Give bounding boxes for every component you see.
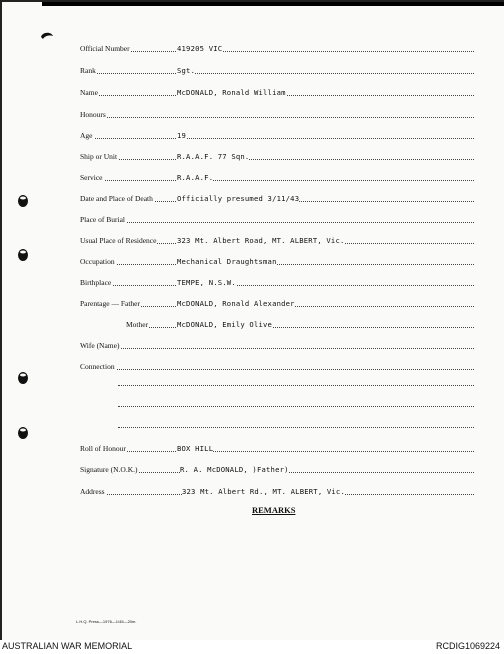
father-row [80,295,474,309]
dotted-line [80,138,474,139]
father-value: McDONALD, Ronald Alexander [177,299,295,308]
dotted-line [80,285,474,286]
dotted-line [80,369,474,370]
mother-label: Mother [126,320,149,329]
ship-unit-row [80,148,474,162]
wife-row [80,337,474,351]
punch-hole-icon [39,30,53,42]
occupation-label: Occupation [80,257,115,266]
dotted-line [80,222,474,223]
residence-row [80,232,474,246]
dotted-line [80,51,474,52]
remarks-heading: REMARKS [252,505,296,515]
connection-blank-line [118,385,474,386]
dotted-line [80,117,474,118]
footer-record-id: RCDIG1069224 [435,641,500,651]
dotted-line [80,180,474,181]
honours-label: Honours [80,110,106,119]
death-value: Officially presumed 3/11/43 [177,194,300,203]
roll-of-honour-label: Roll of Honour [80,444,126,453]
age-value: 19 [177,131,187,140]
official-number-label: Official Number [80,44,130,53]
address-value: 323 Mt. Albert Rd., MT. ALBERT, Vic. [182,487,345,496]
dotted-line [80,451,474,452]
dotted-line [80,73,474,74]
connection-row [80,358,474,372]
death-label: Date and Place of Death [80,194,153,203]
age-row [80,127,474,141]
birthplace-row [80,274,474,288]
service-label: Service [80,173,103,182]
honours-row [80,106,474,120]
address-row [80,483,474,497]
ship-unit-label: Ship or Unit [80,152,118,161]
dotted-line [80,159,474,160]
age-label: Age [80,131,93,140]
rank-value: Sgt. [177,66,196,75]
father-label: Parentage — Father [80,299,140,308]
occupation-row [80,253,474,267]
death-row [80,190,474,204]
mother-row [126,316,474,330]
connection-label: Connection [80,362,115,371]
birthplace-label: Birthplace [80,278,112,287]
dotted-line [80,348,474,349]
rank-label: Rank [80,66,96,75]
connection-blank-line [118,427,474,428]
footer-institution: AUSTRALIAN WAR MEMORIAL [2,641,133,651]
signature-label: Signature (N.O.K.) [80,465,138,474]
address-label: Address [80,487,105,496]
top-edge-bar [42,2,504,6]
residence-value: 323 Mt. Albert Road, MT. ALBERT, Vic. [177,236,345,245]
rank-row [80,62,474,76]
punch-hole-icon [16,426,30,438]
burial-row [80,211,474,225]
connection-blank-line [118,406,474,407]
punch-hole-icon [16,194,30,206]
birthplace-value: TEMPE, N.S.W. [177,278,236,287]
service-row [80,169,474,183]
signature-value: R. A. McDONALD, )Father) [180,465,289,474]
wife-label: Wife (Name) [80,341,120,350]
signature-row [80,461,474,475]
dotted-line [80,264,474,265]
name-label: Name [80,88,98,97]
printer-imprint: L.H.Q. Press—1976—1/45—20m. [76,619,137,624]
roll-of-honour-value: BOX HILL [177,444,214,453]
official-number-value: 419205 VIC [177,44,223,53]
name-value: McDONALD, Ronald William [177,88,286,97]
punch-hole-icon [16,248,30,260]
burial-label: Place of Burial [80,215,125,224]
punch-hole-icon [16,371,30,383]
residence-label: Usual Place of Residence [80,236,157,245]
name-row [80,84,474,98]
footer-bar [0,640,504,654]
service-value: R.A.A.F. [177,173,214,182]
roll-of-honour-row [80,440,474,454]
occupation-value: Mechanical Draughtsman [177,257,277,266]
official-number-row [80,40,474,54]
ship-unit-value: R.A.A.F. 77 Sqn. [177,152,250,161]
mother-value: McDONALD, Emily Olive [177,320,273,329]
